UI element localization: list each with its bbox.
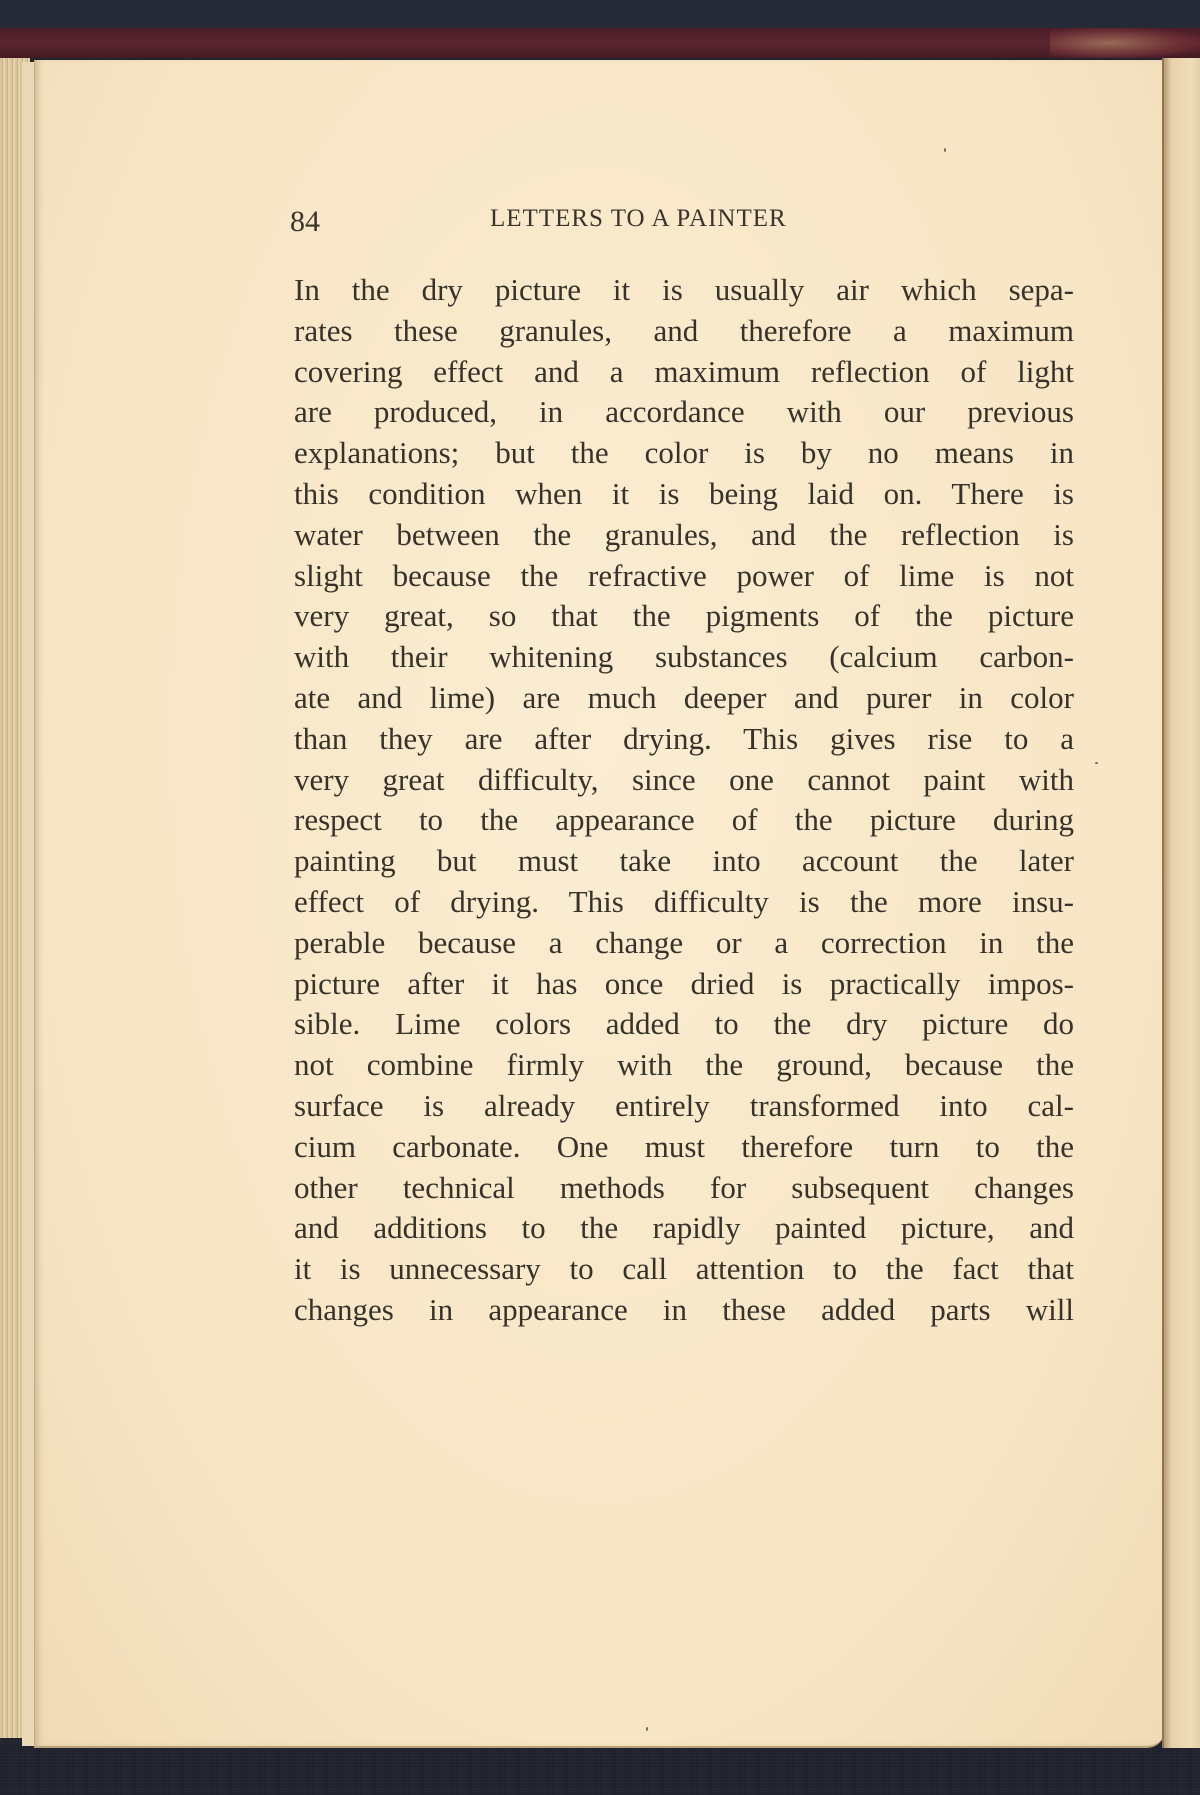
text-line: very great difficulty, since one cannot paint with <box>294 761 1074 797</box>
paper-speck <box>646 1727 648 1731</box>
text-line: water between the granules, and the reflection is <box>294 516 1074 552</box>
text-line: than they are after drying. This gives rise to a <box>294 720 1074 756</box>
text-line: In the dry picture it is usually air which sepa- <box>294 272 1074 307</box>
book-cover-cloth <box>0 0 1200 30</box>
text-line: painting but must take into account the later <box>294 843 1074 879</box>
page-number: 84 <box>290 205 320 238</box>
text-line: ate and lime) are much deeper and purer in color <box>294 679 1074 715</box>
text-line: perable because a change or a correction in the <box>294 924 1074 960</box>
text-line: it is unnecessary to call attention to the fact that <box>294 1251 1074 1287</box>
text-line: are produced, in accordance with our previous <box>294 394 1074 430</box>
book-gutter <box>1162 58 1200 1748</box>
text-line: sible. Lime colors added to the dry picture do <box>294 1006 1074 1042</box>
text-line: effect of drying. This difficulty is the more insu- <box>294 883 1074 919</box>
text-line: slight because the refractive power of lime is not <box>294 557 1074 593</box>
text-line: with their whitening substances (calcium carbon- <box>294 639 1074 675</box>
running-head-title: LETTERS TO A PAINTER <box>490 205 787 232</box>
text-line: surface is already entirely transformed into cal- <box>294 1087 1074 1123</box>
text-line: this condition when it is being laid on. There is <box>294 475 1074 511</box>
running-head <box>290 205 1100 245</box>
text-line: changes in appearance in these added parts will <box>294 1291 1074 1327</box>
body-text <box>294 270 1074 1331</box>
text-line: other technical methods for subsequent changes <box>294 1169 1074 1205</box>
worn-corner <box>1050 28 1200 58</box>
text-line: covering effect and a maximum reflection of light <box>294 353 1074 389</box>
text-line: very great, so that the pigments of the picture <box>294 598 1074 634</box>
text-line: and additions to the rapidly painted picture, and <box>294 1210 1074 1246</box>
text-line: explanations; but the color is by no means in <box>294 435 1074 471</box>
text-line: picture after it has once dried is practically impos- <box>294 965 1074 1001</box>
book-board-edge <box>0 28 1200 58</box>
text-line: respect to the appearance of the picture during <box>294 802 1074 838</box>
paper-speck <box>1095 762 1098 764</box>
text-line: not combine firmly with the ground, because the <box>294 1047 1074 1083</box>
text-line: rates these granules, and therefore a maximum <box>294 312 1074 348</box>
text-line: cium carbonate. One must therefore turn to the <box>294 1128 1074 1164</box>
paper-speck <box>944 148 946 152</box>
